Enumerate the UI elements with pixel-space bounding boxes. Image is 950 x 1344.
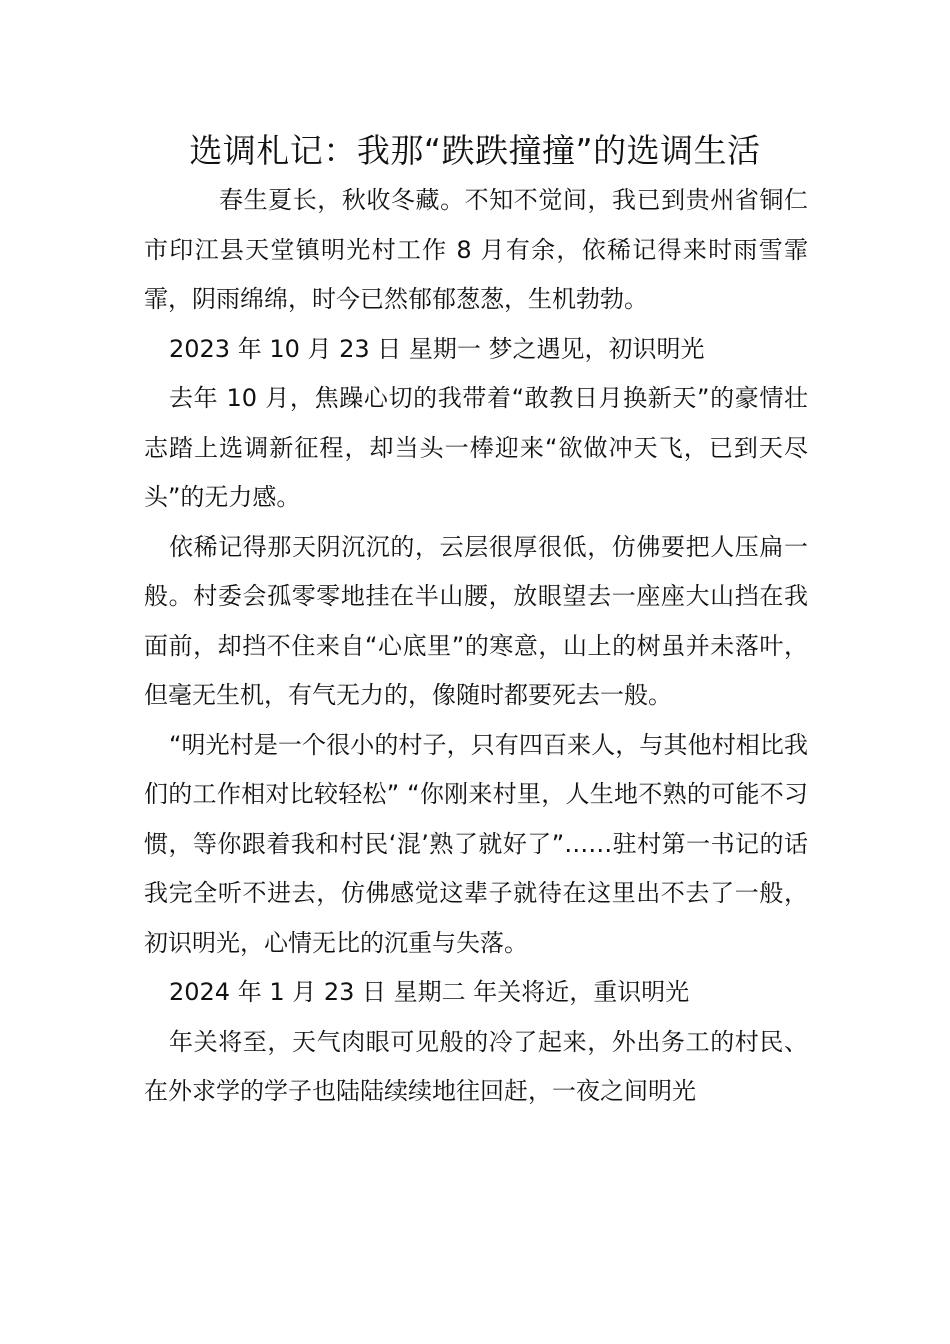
document-title: 选调札记：我那“跌跌撞撞”的选调生活: [189, 131, 761, 170]
paragraph-4: 年关将至，天气肉眼可见般的冷了起来，外出务工的村民、在外求学的学子也陆陆续续地往回赶，一夜之间明光: [144, 1027, 808, 1105]
paragraph-2: 依稀记得那天阴沉沉的，云层很厚很低，仿佛要把人压扁一般。村委会孤零零地挂在半山腰，放眼望去一座座大山挡在我面前，却挡不住来自“心底里”的寒意，山上的树虽并未落叶，但毫无生机，有气无力的，像随时都要死去一般。: [144, 532, 808, 709]
paragraph-intro: 春生夏长，秋收冬藏。不知不觉间，我已到贵州省铜仁市印江县天堂镇明光村工作 8 月有余，依稀记得来时雨雪霏霏，阴雨绵绵，时今已然郁郁葱葱，生机勃勃。: [144, 186, 808, 313]
date-heading-1: 2023 年 10 月 23 日 星期一 梦之遇见，初识明光: [169, 334, 705, 363]
document-body: [144, 176, 808, 1117]
paragraph-1: 去年 10 月，焦躁心切的我带着“敢教日月换新天”的豪情壮志踏上选调新征程，却当头一棒迎来“欲做冲天飞，已到天尽头”的无力感。: [144, 384, 808, 511]
date-heading-2: 2024 年 1 月 23 日 星期二 年关将近，重识明光: [169, 978, 690, 1006]
paragraph-3: “明光村是一个很小的村子，只有四百来人，与其他村相比我们的工作相对比较轻松” “你刚来村里，人生地不熟的可能不习惯，等你跟着我和村民‘混’熟了就好了”……驻村第一书记的话我完全听不进去，仿佛感觉这辈子就待在这里出不去了一般，初识明光，心情无比的沉重与失落。: [144, 730, 808, 957]
